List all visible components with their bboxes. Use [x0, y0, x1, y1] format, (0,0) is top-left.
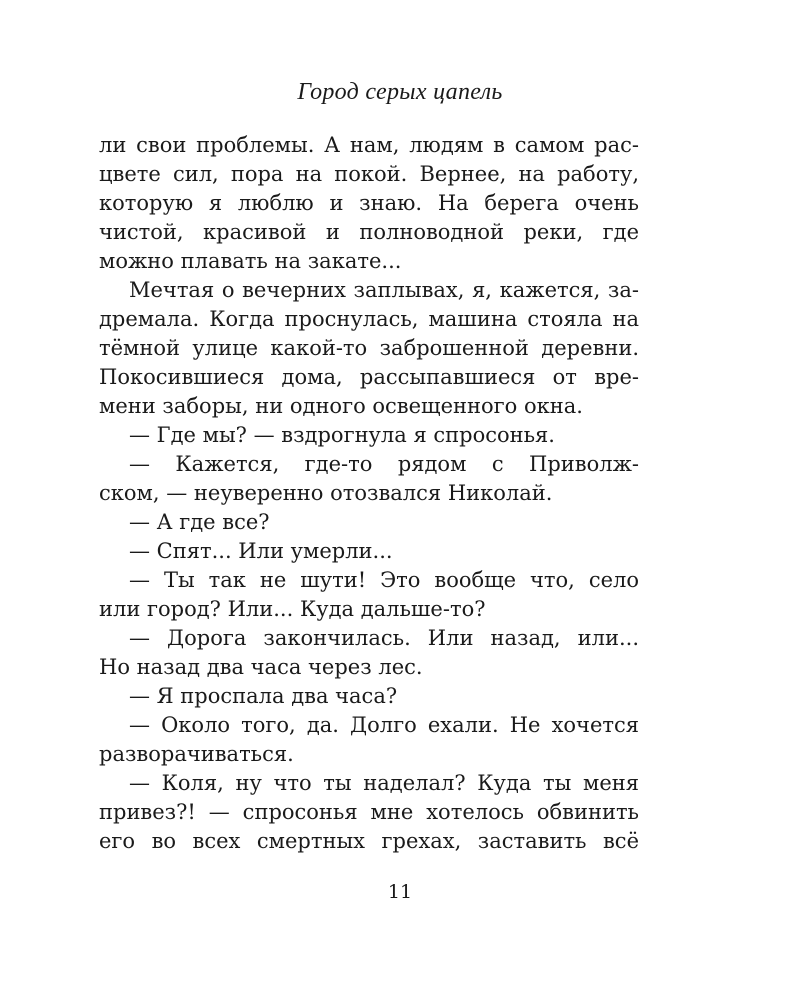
text-line: ли свои проблемы. А нам, людям в самом рас- [99, 133, 639, 157]
text-line: мени заборы, ни одного освещенного окна. [99, 394, 583, 418]
body-text [99, 131, 639, 856]
text-line: — Кажется, где-то рядом с Приволж- [129, 452, 639, 476]
text-line: Покосившиеся дома, рассыпавшиеся от вре- [99, 365, 639, 389]
page-number: 11 [387, 881, 413, 903]
text-line: Мечтая о вечерних заплывах, я, кажется, за- [129, 278, 639, 302]
text-line: — Спят... Или умерли... [129, 539, 393, 563]
running-title: Город серых цапель [297, 79, 503, 105]
text-line: — Дорога закончилась. Или назад, или... [129, 626, 639, 650]
text-line: — Ты так не шути! Это вообще что, село [129, 568, 639, 592]
text-line: — Коля, ну что ты наделал? Куда ты меня [129, 771, 639, 795]
text-line: или город? Или... Куда дальше-то? [99, 597, 486, 621]
text-line: можно плавать на закате... [99, 249, 402, 273]
text-line: чистой, красивой и полноводной реки, где [99, 220, 639, 244]
text-line: — А где все? [129, 510, 270, 534]
text-line: дремала. Когда проснулась, машина стояла на [99, 307, 639, 331]
text-line: — Около того, да. Долго ехали. Не хочется [129, 713, 639, 737]
text-line: Но назад два часа через лес. [99, 655, 423, 679]
text-line: его во всех смертных грехах, заставить всё [99, 829, 639, 853]
text-line: разворачиваться. [99, 742, 294, 766]
text-line: — Я проспала два часа? [129, 684, 398, 708]
text-line: которую я люблю и знаю. На берега очень [99, 191, 639, 215]
text-line: тёмной улице какой-то заброшенной деревни. [99, 336, 639, 360]
text-line: цвете сил, пора на покой. Вернее, на работу, [99, 162, 639, 186]
text-line: привез?! — спросонья мне хотелось обвинить [99, 800, 639, 824]
text-line: ском, — неуверенно отозвался Николай. [99, 481, 553, 505]
text-line: — Где мы? — вздрогнула я спросонья. [129, 423, 555, 447]
